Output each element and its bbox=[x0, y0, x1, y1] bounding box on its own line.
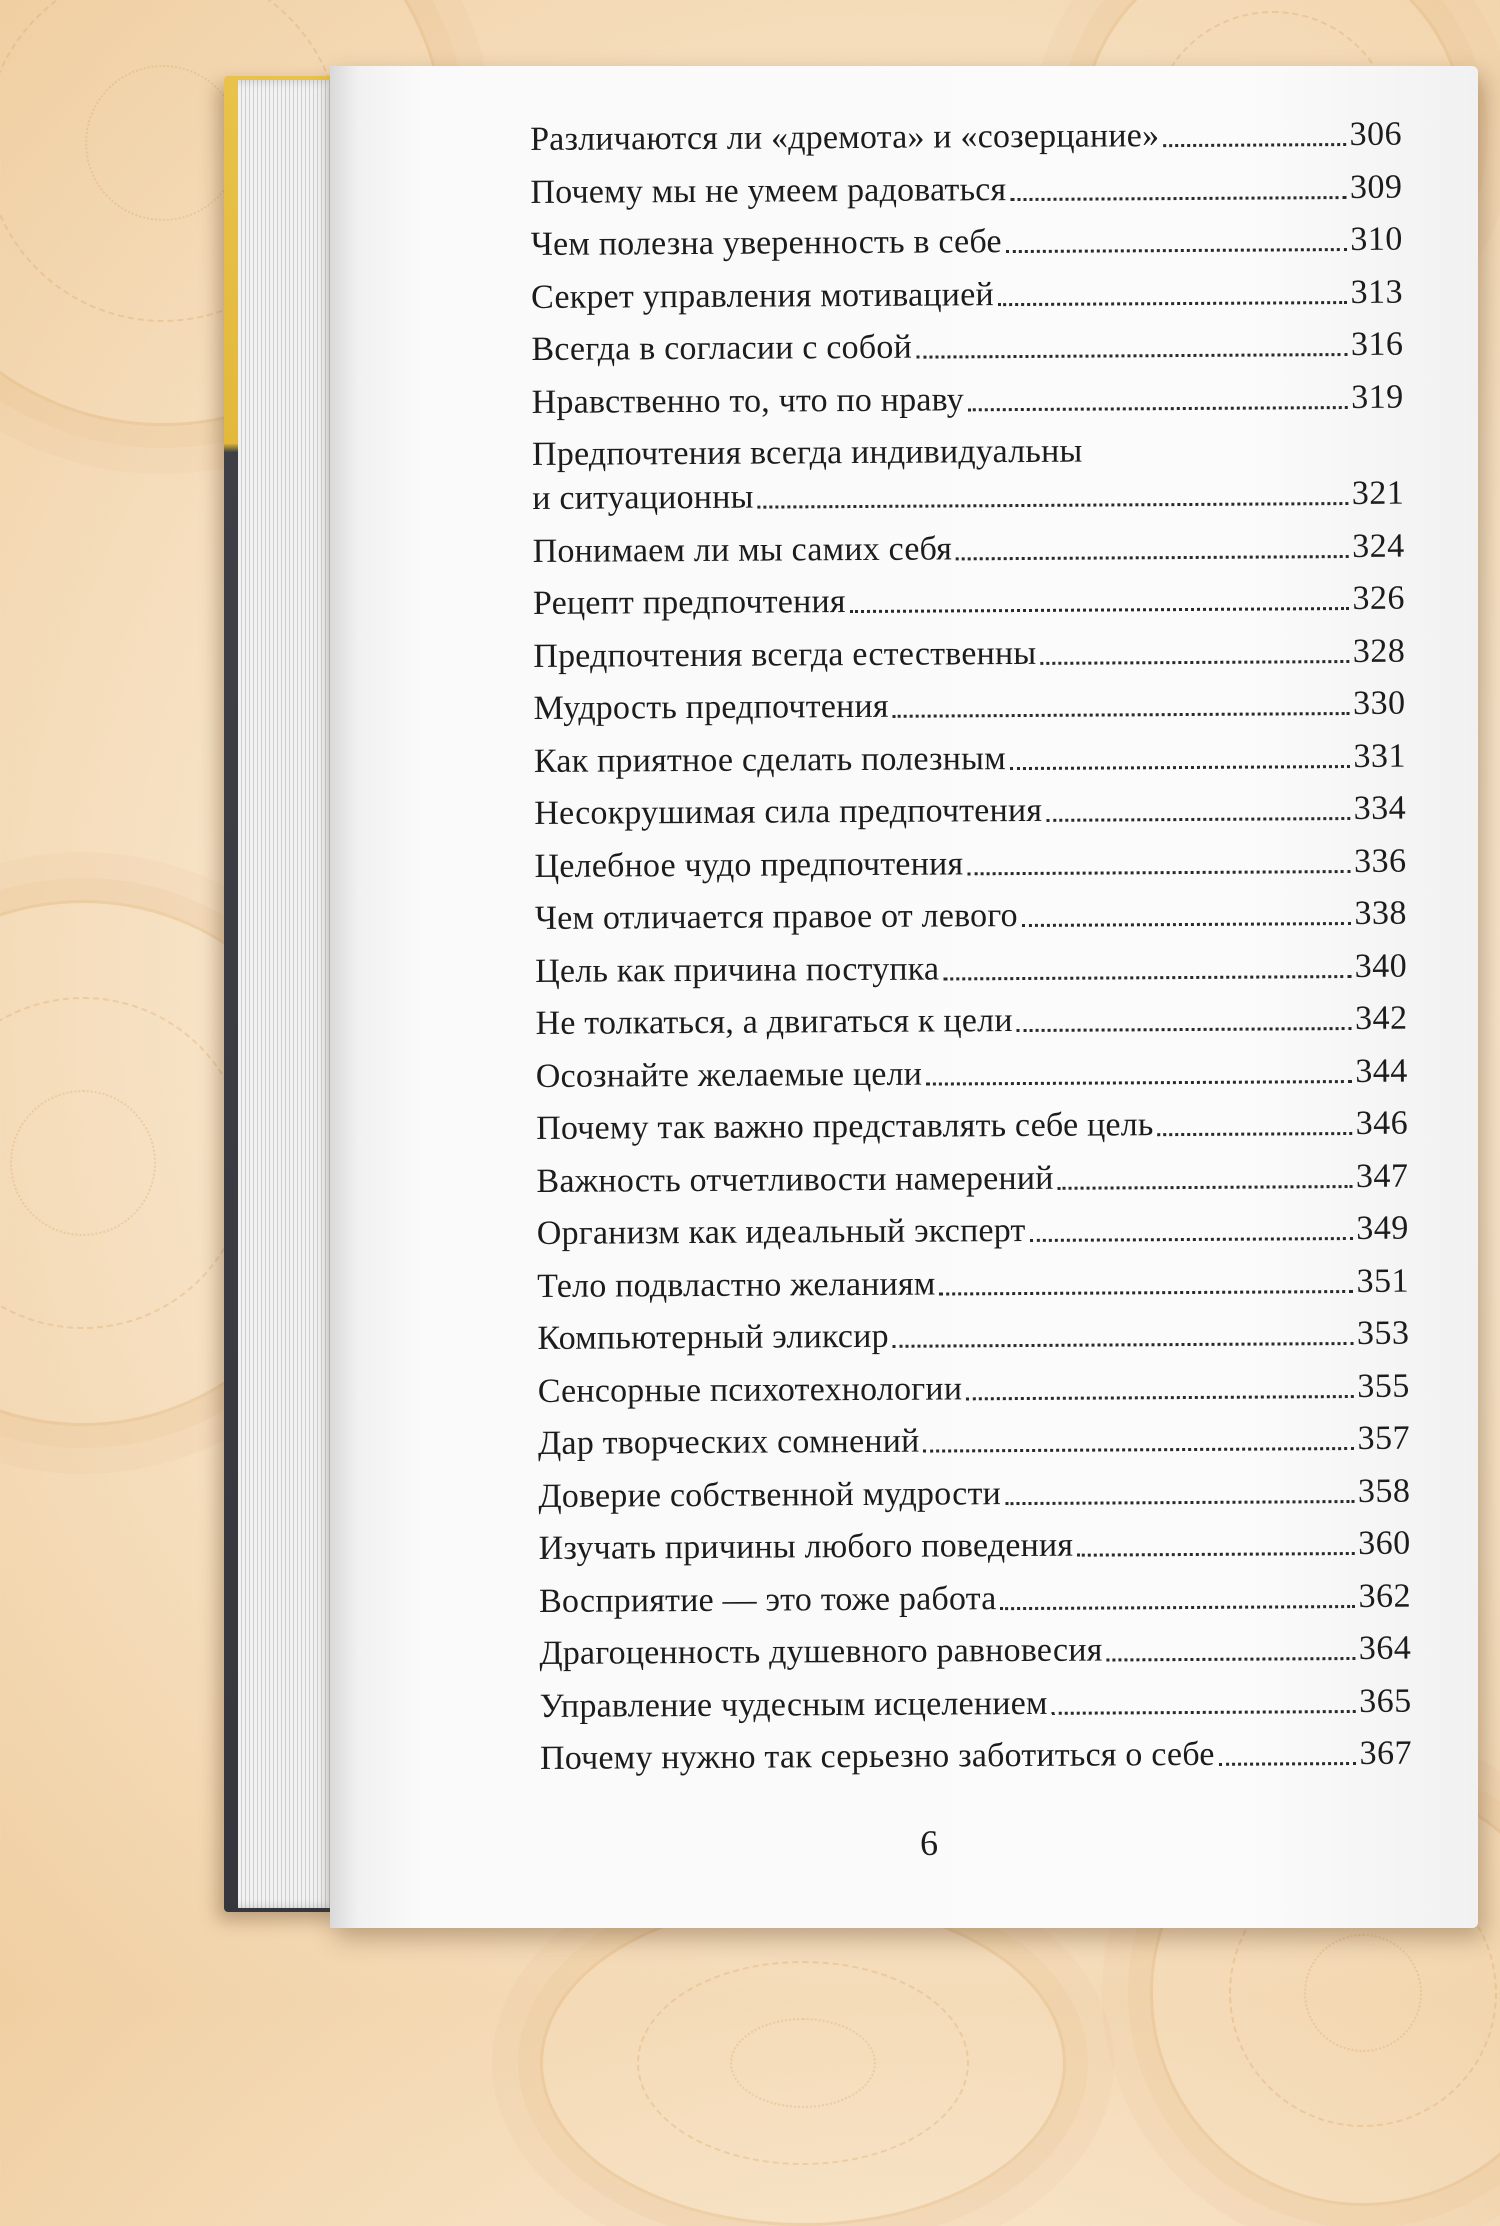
toc-entry bbox=[536, 1049, 1408, 1098]
toc-entry-title: Цель как причина поступка bbox=[535, 950, 940, 990]
dot-leader bbox=[968, 406, 1347, 411]
toc-entry-page: 324 bbox=[1352, 527, 1405, 565]
mandala-ornament bbox=[540, 1900, 1066, 2226]
dot-leader bbox=[1022, 922, 1351, 927]
dot-leader bbox=[893, 1342, 1353, 1348]
toc-entry bbox=[533, 577, 1405, 626]
dot-leader bbox=[1010, 765, 1350, 770]
dot-leader bbox=[1030, 1237, 1353, 1242]
toc-entry-page: 353 bbox=[1356, 1314, 1410, 1352]
toc-entry-title: Рецепт предпочтения bbox=[532, 583, 846, 622]
dot-leader bbox=[850, 607, 1349, 613]
toc-entry bbox=[531, 270, 1403, 319]
toc-entry-page: 316 bbox=[1350, 325, 1404, 363]
toc-entry-page: 313 bbox=[1350, 273, 1404, 311]
toc-entry-title-continued: и ситуационны bbox=[532, 478, 754, 517]
toc-entry bbox=[540, 1732, 1412, 1781]
toc-entry-page: 309 bbox=[1349, 168, 1403, 206]
dot-leader bbox=[1001, 1604, 1355, 1609]
toc-entry bbox=[538, 1417, 1410, 1466]
dot-leader bbox=[758, 502, 1348, 509]
toc-entry-title: Восприятие — это тоже работа bbox=[538, 1579, 997, 1620]
toc-entry-page: 330 bbox=[1352, 684, 1406, 722]
dot-leader bbox=[967, 870, 1350, 875]
toc-entry-title: Всегда в согласии с собой bbox=[531, 328, 913, 368]
toc-entry-page: 338 bbox=[1354, 894, 1407, 932]
dot-leader bbox=[1107, 1657, 1355, 1662]
dot-leader bbox=[926, 1080, 1351, 1086]
dot-leader bbox=[1219, 1762, 1356, 1766]
dot-leader bbox=[1006, 248, 1347, 253]
toc-entry-title: Изучать причины любого поведения bbox=[538, 1526, 1074, 1567]
dot-leader bbox=[1017, 1027, 1351, 1032]
toc-entry-title: Доверие собственной мудрости bbox=[538, 1474, 1002, 1515]
dot-leader bbox=[943, 975, 1350, 980]
toc-entry-title: Тело подвластно желаниям bbox=[537, 1265, 936, 1305]
toc-entry-title: Мудрость предпочтения bbox=[533, 687, 889, 727]
toc-entry-page: 357 bbox=[1357, 1419, 1411, 1457]
toc-entry-page: 367 bbox=[1359, 1734, 1413, 1772]
toc-entry bbox=[530, 113, 1402, 162]
toc-entry bbox=[537, 1207, 1409, 1256]
toc-entry-page: 355 bbox=[1357, 1367, 1410, 1405]
dot-leader bbox=[956, 555, 1348, 560]
dot-leader bbox=[893, 712, 1349, 718]
toc-entry bbox=[535, 944, 1407, 993]
toc-entry-title: Почему мы не умеем радоваться bbox=[530, 170, 1007, 211]
toc-entry bbox=[533, 629, 1405, 678]
dot-leader bbox=[998, 301, 1347, 306]
toc-entry bbox=[531, 218, 1403, 267]
dot-leader bbox=[1005, 1499, 1354, 1504]
dot-leader bbox=[1010, 196, 1346, 201]
toc-entry-page: 326 bbox=[1352, 579, 1406, 617]
dot-leader bbox=[1040, 660, 1348, 665]
dot-leader bbox=[940, 1289, 1353, 1295]
toc-entry-title: Важность отчетливости намерений bbox=[536, 1159, 1054, 1200]
toc-entry-page: 310 bbox=[1350, 220, 1403, 258]
toc-entry-title: Сенсорные психотехнологии bbox=[537, 1369, 963, 1410]
page-number: 6 bbox=[919, 1822, 939, 1864]
toc-entry bbox=[532, 375, 1404, 424]
toc-entry bbox=[532, 428, 1405, 521]
toc-entry bbox=[538, 1364, 1410, 1413]
toc-entry-page: 334 bbox=[1353, 789, 1407, 827]
toc-entry bbox=[539, 1627, 1411, 1676]
toc-entry bbox=[537, 1259, 1409, 1308]
toc-entry-title: Драгоценность душевного равновесия bbox=[539, 1631, 1103, 1672]
toc-entry-page: 351 bbox=[1356, 1262, 1410, 1300]
dot-leader bbox=[1077, 1552, 1354, 1557]
table-of-contents bbox=[530, 113, 1412, 1790]
dot-leader bbox=[966, 1394, 1353, 1399]
toc-entry bbox=[534, 787, 1406, 836]
toc-entry-page: 365 bbox=[1359, 1682, 1412, 1720]
dot-leader bbox=[924, 1447, 1354, 1453]
toc-entry-page: 347 bbox=[1355, 1157, 1409, 1195]
toc-entry-page: 336 bbox=[1353, 842, 1407, 880]
toc-entry-page: 328 bbox=[1352, 632, 1406, 670]
toc-entry-page: 360 bbox=[1358, 1524, 1411, 1562]
toc-entry-title: Понимаем ли мы самих себя bbox=[532, 529, 953, 570]
toc-entry-title: Не толкаться, а двигаться к цели bbox=[535, 1002, 1013, 1042]
dot-leader bbox=[1052, 1709, 1356, 1714]
toc-entry-page: 358 bbox=[1357, 1472, 1411, 1510]
toc-entry bbox=[536, 1154, 1408, 1203]
toc-entry-page: 342 bbox=[1354, 999, 1408, 1037]
toc-entry-page: 344 bbox=[1355, 1052, 1408, 1090]
toc-entry bbox=[533, 524, 1405, 573]
book-page-edges bbox=[238, 80, 338, 1908]
toc-entry bbox=[539, 1522, 1411, 1571]
toc-entry-title: Предпочтения всегда естественны bbox=[533, 634, 1037, 675]
toc-entry-page: 364 bbox=[1358, 1629, 1412, 1667]
toc-entry-title: Осознайте желаемые цели bbox=[535, 1055, 923, 1095]
toc-entry-page: 319 bbox=[1351, 378, 1404, 416]
toc-entry-page: 362 bbox=[1358, 1577, 1412, 1615]
toc-entry-title: Почему нужно так серьезно заботиться о себе bbox=[539, 1735, 1215, 1777]
toc-entry-title: Секрет управления мотивацией bbox=[530, 275, 994, 316]
toc-entry-title: Различаются ли «дремота» и «созерцание» bbox=[530, 117, 1160, 158]
toc-entry-title: Несокрушимая сила предпочтения bbox=[534, 791, 1043, 832]
toc-entry bbox=[538, 1469, 1410, 1518]
toc-entry bbox=[534, 734, 1406, 783]
toc-entry bbox=[530, 165, 1402, 214]
toc-entry bbox=[536, 1102, 1408, 1151]
toc-entry-title: Дар творческих сомнений bbox=[537, 1422, 920, 1462]
dot-leader bbox=[1058, 1184, 1352, 1189]
toc-entry-title: Чем отличается правое от левого bbox=[534, 897, 1018, 937]
toc-entry bbox=[540, 1679, 1412, 1728]
dot-leader bbox=[1158, 1132, 1352, 1136]
toc-entry-page: 340 bbox=[1354, 947, 1408, 985]
toc-entry-title: Как приятное сделать полезным bbox=[533, 739, 1007, 780]
toc-entry-page: 349 bbox=[1356, 1209, 1409, 1247]
toc-entry-page: 321 bbox=[1351, 474, 1405, 512]
toc-entry bbox=[537, 1312, 1409, 1361]
toc-entry-page: 306 bbox=[1349, 115, 1403, 153]
dot-leader bbox=[1046, 817, 1350, 822]
toc-entry-title: Почему так важно представлять себе цель bbox=[536, 1106, 1154, 1147]
dot-leader bbox=[1163, 143, 1345, 147]
toc-entry bbox=[531, 323, 1403, 372]
toc-entry-title: Нравственно то, что по нраву bbox=[531, 380, 965, 421]
dot-leader bbox=[916, 353, 1347, 359]
toc-entry-page: 346 bbox=[1355, 1104, 1409, 1142]
toc-entry bbox=[535, 997, 1407, 1046]
toc-entry bbox=[534, 839, 1406, 888]
toc-entry-title: Чем полезна уверенность в себе bbox=[530, 223, 1002, 263]
toc-entry-title: Управление чудесным исцелением bbox=[539, 1684, 1048, 1725]
toc-entry-line bbox=[532, 472, 1404, 521]
toc-entry-page: 331 bbox=[1353, 737, 1407, 775]
toc-entry-title: Компьютерный эликсир bbox=[537, 1317, 889, 1357]
toc-entry-title: Организм как идеальный эксперт bbox=[536, 1211, 1026, 1252]
toc-entry bbox=[535, 892, 1407, 941]
toc-entry-title: Предпочтения всегда индивидуальны bbox=[531, 432, 1083, 473]
toc-entry bbox=[539, 1574, 1411, 1623]
toc-entry bbox=[533, 682, 1405, 731]
toc-entry-title: Целебное чудо предпочтения bbox=[534, 844, 964, 885]
